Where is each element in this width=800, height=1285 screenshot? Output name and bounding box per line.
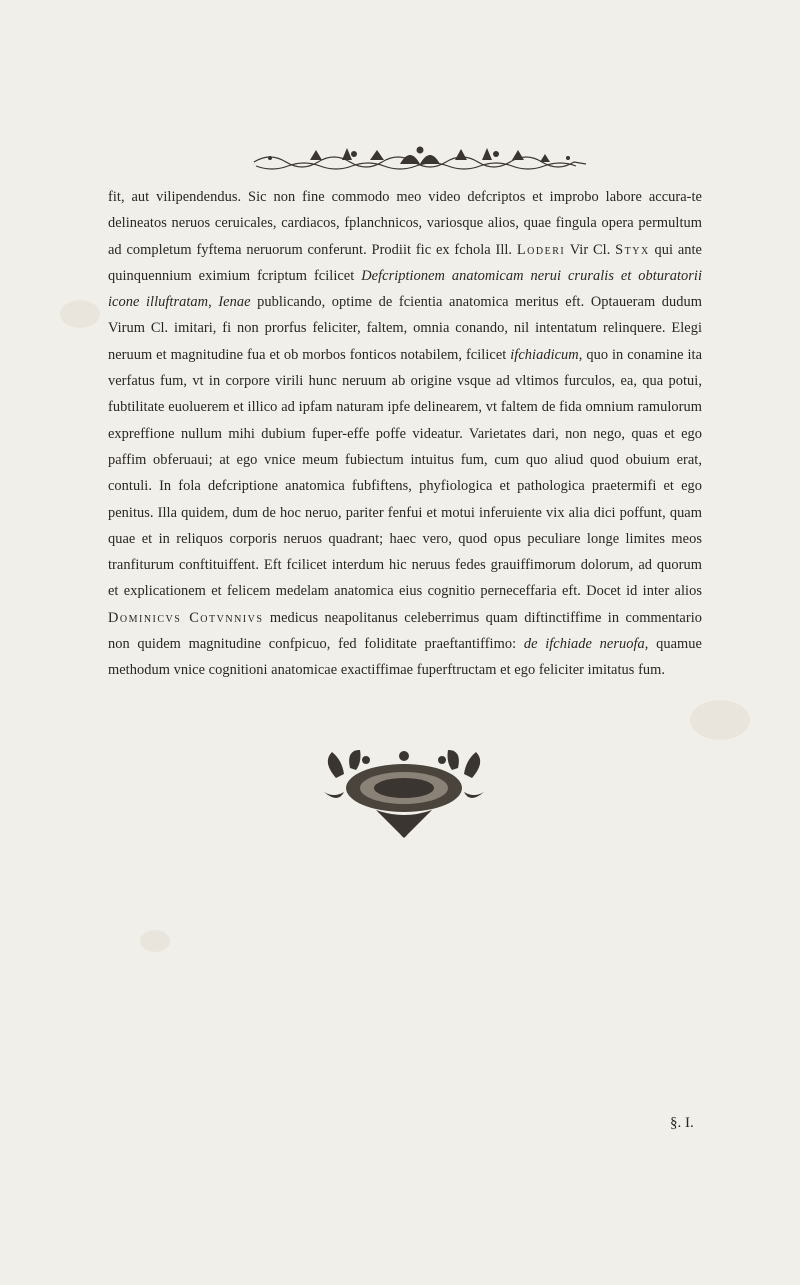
nerve-name: ifchiadicum [510, 346, 579, 363]
author-name-cotunnius: Dominicvs Cotvnnivs [108, 609, 264, 626]
place-name: Ienae [218, 294, 251, 311]
catchword: §. I. [670, 1115, 694, 1131]
text-run: Vir Cl. [565, 241, 616, 258]
text-run: , quamue methodum vnice cognitioni anatomicae exactiffimae fuperftructam et ego feliciter imitatus fum. [108, 636, 702, 679]
text-run: publicando, optime de fcientia anatomica meritus eft. Optaueram dudum Virum Cl. imitari, fi non prorfus feliciter, faltem, omnia conando, nil intentatum relinquere. Elegi neruum et magnitudine fua et ob morbos fonticos notabilem, fcilicet [108, 294, 702, 363]
paper-stain [140, 930, 170, 952]
author-name-styx: Styx [615, 241, 650, 258]
cited-work-title: de ifchiade neruofa [523, 636, 645, 653]
text-run: fit, aut vilipendendus. Sic non fine commodo meo video defcriptos et improbo labore accura-te delineatos neruos ceruicales, cardiacos, fplanchnicos, variosque alios, quae fingula opera permultum ad completum fyftema neruorum conferunt. Prodiit fic ex fchola Ill. [108, 189, 702, 258]
decorative-headpiece [250, 140, 590, 180]
paper-stain [60, 300, 100, 328]
cited-work-title: Defcriptionem anatomicam nerui cruralis et obturatorii icone illuftratam [108, 267, 702, 311]
text-run: , [208, 294, 219, 311]
decorative-tailpiece [306, 748, 502, 844]
body-paragraph [108, 184, 702, 684]
text-run: , quo in conamine ita verfatus fum, vt in corpore virili hunc neruum ab origine vsque ad vltimos furculos, ea, qua potui, fubtilitate euoluerem et illico ad ipfam naturam ipfe delinearem, vt faltem de fida omnium ramulorum expreffione nullum mihi dubium fuper-effe poffe videatur. Varietates dari, non nego, quas et ego paffim obferuaui; at ego vnice meum fubiectum intuitus fum, cum quo aliud quod obuium erat, contuli. In fola defcriptione anatomica fubfiftens, phyfiologica et pathologica praetermifi et ego penitus. Illa quidem, dum de hoc neruo, pariter fenfui et motui inferuiente vix alia dici poffunt, quam quae et in reliquos corporis neruos quadrant; haec vero, quod opus peculiare longe limites meos tranfiturum conftituiffent. Eft fcilicet interdum hic neruus fedes grauiffimorum dolorum, ad quorum et explicationem et felicem medelam anatomica eius cognitio perneceffaria eft. Docet id inter alios [108, 346, 703, 600]
author-name-loder: Loderi [516, 241, 566, 258]
text-run: medicus neapolitanus celeberrimus quam diftinctiffime in commentario non quidem magnitudine confpicuo, fed foliditate praeftantiffimo: [108, 609, 702, 653]
text-run: qui ante quinquennium eximium fcriptum fcilicet [108, 241, 702, 284]
paper-stain [690, 700, 750, 740]
